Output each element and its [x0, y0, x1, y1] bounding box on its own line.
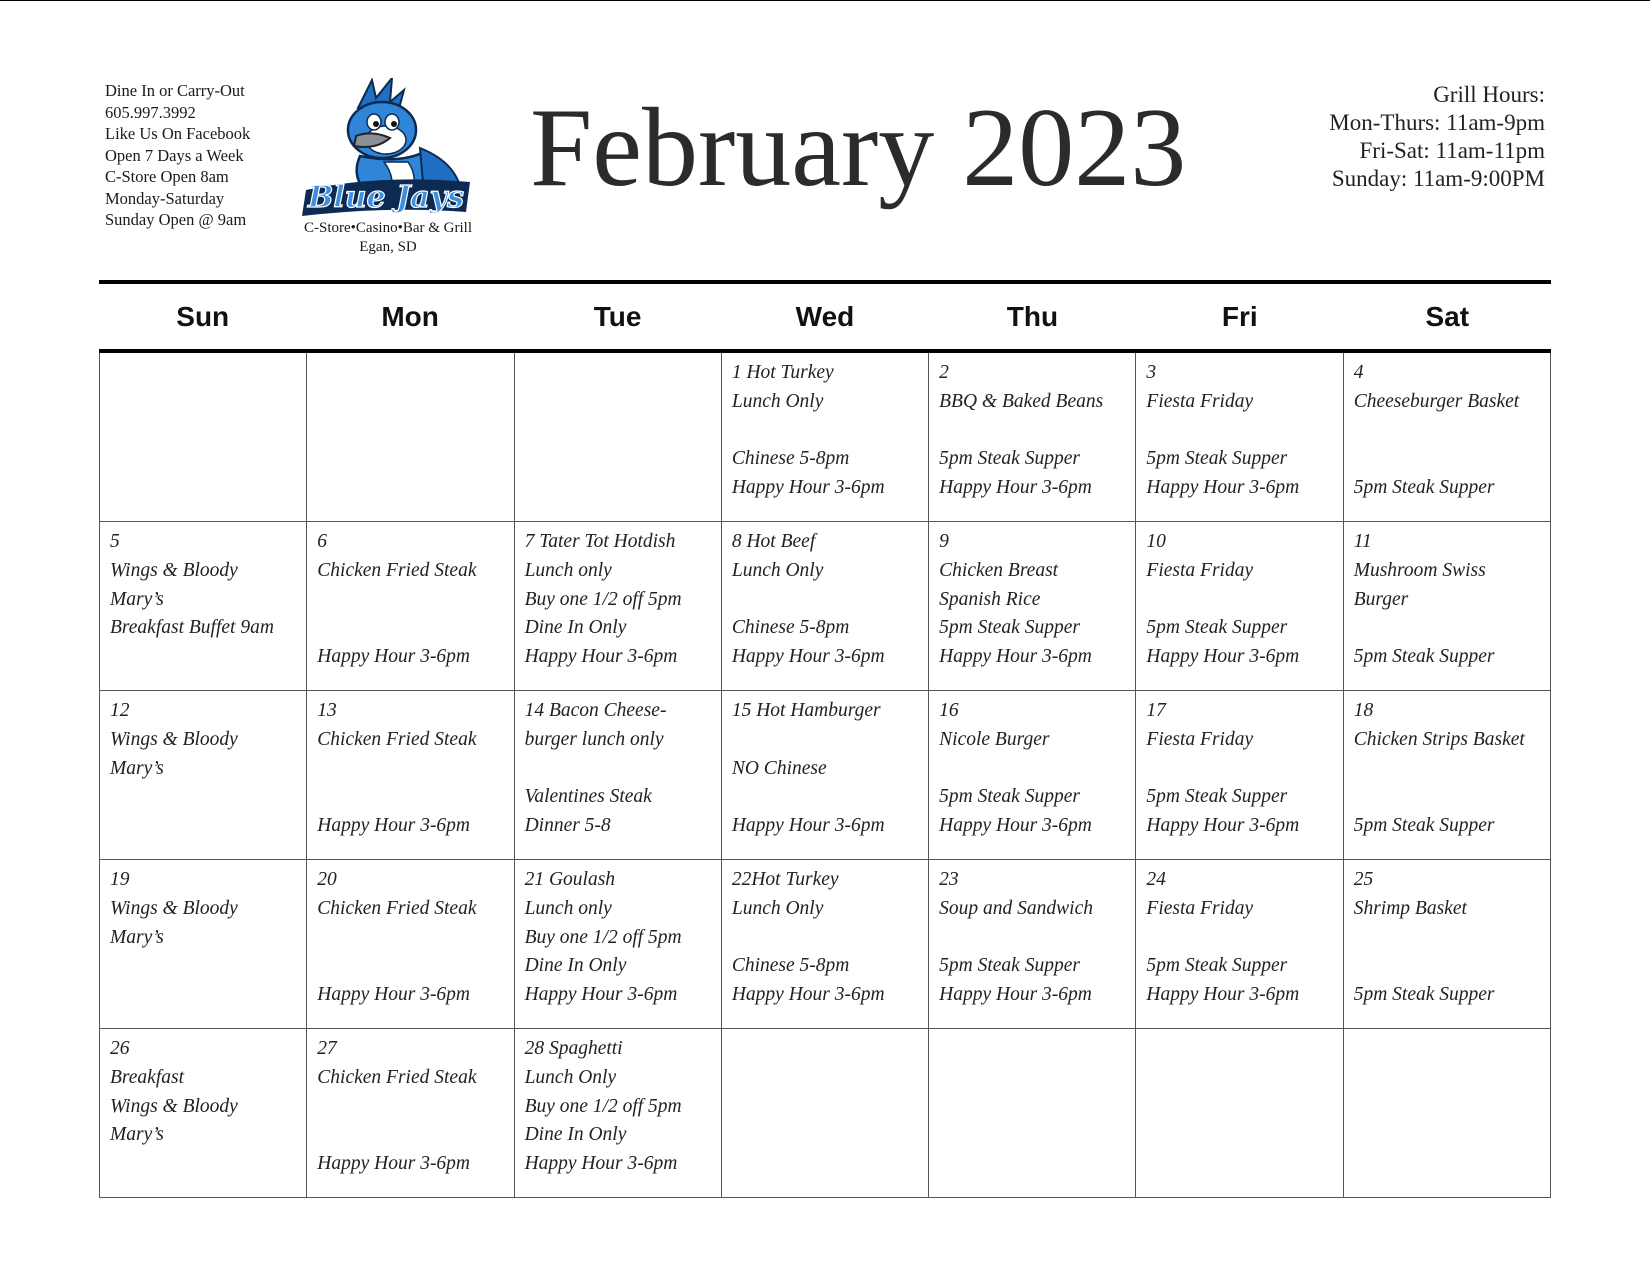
day-entry-line: Wings & Bloody	[110, 1095, 238, 1117]
contact-info-line: Sunday Open @ 9am	[105, 210, 247, 229]
day-entry-line	[732, 924, 918, 953]
day-entry-line: Dine In Only	[524, 955, 627, 977]
day-entry-line: Lunch Only	[731, 390, 824, 412]
day-entry-heading: 13	[317, 700, 337, 721]
contact-info-line: 605.997.3992	[105, 102, 196, 122]
day-entry-line: 5pm Steak Supper	[1146, 955, 1288, 977]
calendar-day-cell	[307, 353, 514, 522]
day-entry-line: Lunch Only	[731, 897, 824, 919]
calendar-day-cell	[307, 522, 514, 691]
grill-hours-line: Mon-Thurs: 11am-9pm	[1329, 110, 1545, 135]
day-entry-line	[317, 783, 503, 812]
day-entry-line: Happy Hour 3-6pm	[317, 646, 471, 668]
day-entry-line: Chicken Strips Basket	[1353, 728, 1525, 750]
blue-jay-mascot-icon	[300, 78, 476, 218]
day-entry-line	[317, 586, 503, 615]
day-entry-line: Dine In Only	[524, 1124, 627, 1146]
day-entry-line: Mary’s	[110, 1124, 164, 1146]
day-entry-line: Happy Hour 3-6pm	[1146, 646, 1300, 668]
day-entry-line: 5pm Steak Supper	[1353, 984, 1495, 1006]
day-entry-line: 5pm Steak Supper	[939, 786, 1080, 808]
day-entry-line: NO Chinese	[731, 757, 827, 779]
day-entry-line: Buy one 1/2 off 5pm	[524, 1095, 682, 1117]
day-entry-line	[1146, 924, 1332, 953]
day-entry-line	[525, 755, 711, 784]
calendar-day-cell	[100, 860, 307, 1029]
day-entry-line: burger lunch only	[524, 728, 664, 750]
day-entry-heading: 5	[110, 531, 120, 552]
day-entry-line: Lunch only	[524, 897, 612, 919]
day-entry-line: Happy Hour 3-6pm	[317, 815, 471, 837]
day-entry-heading: 22Hot Turkey	[731, 869, 839, 890]
day-entry-line	[939, 924, 1125, 953]
calendar-day-cell	[1344, 353, 1551, 522]
day-entry-heading: 28 Spaghetti	[524, 1038, 623, 1059]
day-entry-heading: 24	[1146, 869, 1166, 890]
calendar-day-cell	[100, 691, 307, 860]
calendar-day-cell	[515, 691, 722, 860]
calendar-day-cell	[929, 691, 1136, 860]
svg-text:Blue Jays: Blue Jays	[307, 180, 465, 215]
day-entry-line: Chinese 5-8pm	[731, 448, 850, 470]
calendar-day-cell	[100, 1029, 307, 1198]
day-entry-line: Valentines Steak	[524, 786, 652, 808]
day-entry-heading: 21 Goulash	[524, 869, 616, 890]
calendar-day-cell	[1136, 691, 1343, 860]
day-entry-heading: 14 Bacon Cheese-	[524, 700, 667, 721]
contact-info-line: Dine In or Carry-Out	[105, 81, 245, 100]
day-entry-line	[317, 1121, 503, 1150]
day-entry-heading: 19	[110, 869, 130, 890]
day-entry-line: Mushroom Swiss	[1353, 559, 1486, 581]
day-entry-line: BBQ & Baked Beans	[939, 390, 1104, 412]
contact-info-line: C-Store Open 8am	[105, 167, 229, 186]
day-entry-line: Fiesta Friday	[1146, 390, 1254, 412]
grill-hours-block	[1329, 81, 1545, 193]
calendar-day-cell	[722, 522, 929, 691]
day-entry-line	[939, 755, 1125, 784]
day-entry-line: Mary’s	[110, 588, 164, 610]
day-entry-line	[1354, 614, 1540, 643]
calendar-day-cell	[307, 860, 514, 1029]
day-name-wed: Wed	[795, 300, 855, 332]
day-entry-line: Fiesta Friday	[1146, 559, 1254, 581]
day-entry-line: Dinner 5-8	[524, 815, 611, 837]
day-entry-heading: 8 Hot Beef	[731, 531, 816, 552]
day-entry-heading: 10	[1146, 531, 1166, 552]
grill-hours-line: Sunday: 11am-9:00PM	[1331, 166, 1545, 191]
day-entry-line: Mary’s	[110, 757, 164, 779]
day-entry-line: Mary’s	[110, 926, 164, 948]
day-entry-line: Nicole Burger	[939, 728, 1050, 750]
day-entry-heading: 2	[939, 362, 949, 383]
day-entry-line: Soup and Sandwich	[939, 897, 1093, 919]
day-entry-line: Happy Hour 3-6pm	[939, 477, 1092, 499]
day-entry-line	[317, 614, 503, 643]
calendar-day-cell	[515, 353, 722, 522]
calendar-grid	[99, 353, 1551, 1198]
logo-tagline: C-Store•Casino•Bar & Grill	[304, 220, 472, 236]
day-name-tue: Tue	[593, 300, 642, 332]
calendar-day-cell	[1136, 353, 1343, 522]
day-entry-heading: 23	[939, 869, 959, 890]
grill-hours-line: Grill Hours:	[1433, 82, 1545, 107]
day-entry-line: Happy Hour 3-6pm	[939, 984, 1092, 1006]
day-entry-heading: 11	[1353, 531, 1372, 552]
day-entry-line: 5pm Steak Supper	[1353, 815, 1495, 837]
day-entry-line: Cheeseburger Basket	[1353, 390, 1520, 412]
calendar-day-cell	[515, 860, 722, 1029]
day-entry-line	[317, 924, 503, 953]
day-entry-heading: 6	[317, 531, 328, 552]
day-entry-line: Chicken Fried Steak	[317, 728, 477, 750]
day-entry-line	[317, 755, 503, 784]
day-entry-line: Happy Hour 3-6pm	[524, 646, 678, 668]
calendar-day-cell	[722, 691, 929, 860]
day-entry-line	[317, 952, 503, 981]
calendar-day-cell	[722, 1029, 929, 1198]
logo-location: Egan, SD	[359, 239, 417, 255]
day-entry-line: Happy Hour 3-6pm	[939, 646, 1092, 668]
day-entry-line	[732, 586, 918, 615]
day-entry-line: Happy Hour 3-6pm	[731, 815, 885, 837]
day-entry-line	[732, 783, 918, 812]
day-entry-heading: 27	[317, 1038, 337, 1059]
day-entry-line: Happy Hour 3-6pm	[731, 984, 885, 1006]
grill-hours-line: Fri-Sat: 11am-11pm	[1359, 138, 1545, 163]
day-entry-line	[1354, 952, 1540, 981]
day-entry-line	[1354, 924, 1540, 953]
day-entry-line: Chicken Fried Steak	[317, 897, 477, 919]
calendar-day-cell	[100, 522, 307, 691]
day-entry-line: 5pm Steak Supper	[1353, 477, 1495, 499]
day-entry-line: Chicken Breast	[939, 559, 1059, 581]
blue-jays-logo	[288, 78, 488, 263]
calendar-day-cell	[1344, 1029, 1551, 1198]
calendar-table	[99, 280, 1551, 1198]
page-title: February 2023	[530, 86, 1187, 210]
day-entry-heading: 3	[1146, 362, 1157, 383]
day-entry-heading: 25	[1353, 869, 1374, 890]
day-entry-line: 5pm Steak Supper	[939, 617, 1080, 639]
day-entry-line	[732, 726, 918, 755]
day-entry-heading: 9	[939, 531, 949, 552]
day-entry-line: 5pm Steak Supper	[939, 955, 1080, 977]
calendar-day-cell	[929, 860, 1136, 1029]
calendar-day-cell	[1344, 860, 1551, 1029]
day-entry-line: Happy Hour 3-6pm	[1146, 815, 1300, 837]
day-entry-line	[1146, 586, 1332, 615]
calendar-day-cell	[1344, 522, 1551, 691]
calendar-day-cell	[1136, 1029, 1343, 1198]
day-entry-line: Wings & Bloody	[110, 897, 238, 919]
day-entry-line: Happy Hour 3-6pm	[1146, 984, 1300, 1006]
day-name-sat: Sat	[1425, 300, 1470, 332]
day-entry-heading: 7 Tater Tot Hotdish	[524, 531, 676, 552]
contact-info-line: Like Us On Facebook	[105, 124, 251, 143]
day-name-thu: Thu	[1006, 300, 1059, 332]
day-entry-heading: 1 Hot Turkey	[731, 362, 834, 383]
day-entry-line: 5pm Steak Supper	[1146, 786, 1288, 808]
day-entry-heading: 4	[1353, 362, 1364, 383]
day-entry-line: 5pm Steak Supper	[1353, 646, 1495, 668]
calendar-day-cell	[929, 522, 1136, 691]
day-name-fri: Fri	[1221, 300, 1258, 332]
day-entry-line: Happy Hour 3-6pm	[524, 1153, 678, 1175]
day-entry-line: Happy Hour 3-6pm	[939, 815, 1092, 837]
day-entry-line	[1354, 755, 1540, 784]
calendar-day-cell	[929, 1029, 1136, 1198]
top-border-line	[0, 0, 1650, 1]
day-entry-heading: 12	[110, 700, 130, 721]
contact-info-line: Open 7 Days a Week	[105, 145, 244, 165]
calendar-day-cell	[1136, 522, 1343, 691]
day-entry-heading: 26	[110, 1038, 130, 1059]
day-entry-heading: 18	[1353, 700, 1374, 721]
day-entry-line: 5pm Steak Supper	[939, 448, 1080, 470]
contact-info-line: Monday-Saturday	[105, 188, 225, 208]
calendar-day-cell	[1344, 691, 1551, 860]
day-entry-line: Shrimp Basket	[1353, 897, 1467, 919]
day-entry-line: Happy Hour 3-6pm	[731, 477, 885, 499]
day-entry-line: Happy Hour 3-6pm	[1146, 477, 1300, 499]
day-entry-line: Lunch Only	[731, 559, 824, 581]
calendar-day-cell	[515, 1029, 722, 1198]
calendar-day-cell	[307, 691, 514, 860]
calendar-day-cell	[1136, 860, 1343, 1029]
day-entry-line	[1354, 783, 1540, 812]
calendar-day-cell	[515, 522, 722, 691]
day-entry-line	[1146, 417, 1332, 446]
day-entry-line: Breakfast	[110, 1066, 185, 1088]
day-entry-line: Chinese 5-8pm	[731, 955, 850, 977]
day-entry-line	[939, 417, 1125, 446]
calendar-day-cell	[307, 1029, 514, 1198]
calendar-day-cell	[929, 353, 1136, 522]
day-entry-heading: 17	[1146, 700, 1166, 721]
day-entry-line: Burger	[1353, 588, 1409, 610]
day-name-row	[99, 284, 1551, 349]
day-entry-line: Happy Hour 3-6pm	[317, 984, 471, 1006]
day-entry-line: Spanish Rice	[939, 588, 1041, 610]
day-entry-line: Fiesta Friday	[1146, 897, 1254, 919]
day-entry-line	[1354, 417, 1540, 446]
day-name-mon: Mon	[381, 300, 439, 332]
day-entry-line: Happy Hour 3-6pm	[524, 984, 678, 1006]
day-entry-line: 5pm Steak Supper	[1146, 448, 1288, 470]
day-entry-line	[317, 1093, 503, 1122]
day-entry-line: Chicken Fried Steak	[317, 1066, 477, 1088]
day-entry-heading: 16	[939, 700, 959, 721]
day-entry-line	[1354, 445, 1540, 474]
calendar-day-cell	[722, 353, 929, 522]
day-entry-line: Chicken Fried Steak	[317, 559, 477, 581]
day-name-sun: Sun	[176, 300, 230, 332]
day-entry-line: Buy one 1/2 off 5pm	[524, 926, 682, 948]
day-entry-line: Happy Hour 3-6pm	[731, 646, 885, 668]
day-entry-line: Chinese 5-8pm	[731, 617, 850, 639]
day-entry-line	[732, 417, 918, 446]
day-entry-line: Wings & Bloody	[110, 559, 238, 581]
day-entry-line: Lunch Only	[524, 1066, 617, 1088]
day-entry-line: Wings & Bloody	[110, 728, 238, 750]
day-entry-line: Dine In Only	[524, 617, 627, 639]
day-entry-heading: 15 Hot Hamburger	[731, 700, 881, 721]
calendar-day-cell	[100, 353, 307, 522]
day-entry-line: Lunch only	[524, 559, 612, 581]
day-entry-line: Breakfast Buffet 9am	[110, 617, 274, 639]
day-entry-line: Happy Hour 3-6pm	[317, 1153, 471, 1175]
day-entry-line: Fiesta Friday	[1146, 728, 1254, 750]
day-entry-heading: 20	[317, 869, 337, 890]
contact-info-block	[105, 80, 250, 231]
day-entry-line	[1146, 755, 1332, 784]
logo-tagline-block	[288, 219, 488, 257]
calendar-day-cell	[722, 860, 929, 1029]
day-entry-line: Buy one 1/2 off 5pm	[524, 588, 682, 610]
day-entry-line: 5pm Steak Supper	[1146, 617, 1288, 639]
